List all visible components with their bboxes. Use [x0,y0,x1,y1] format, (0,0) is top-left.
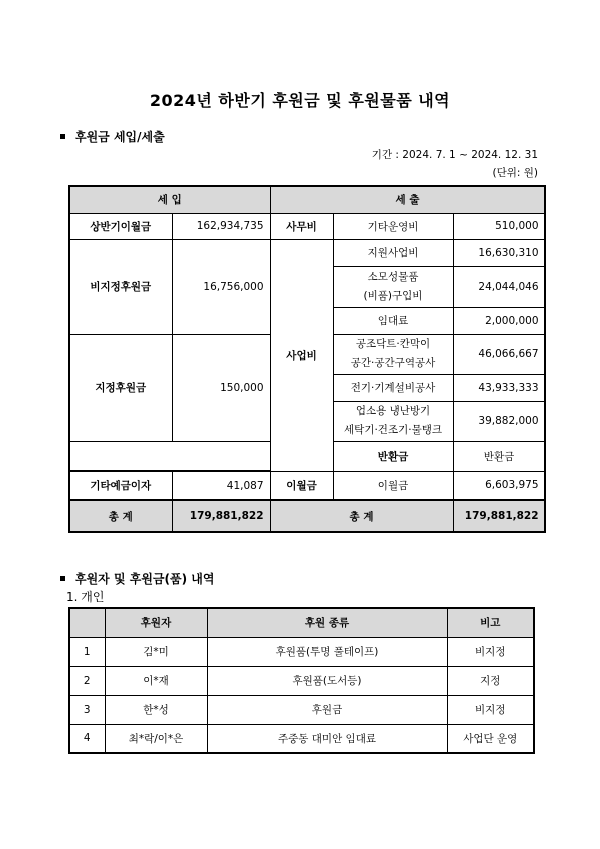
donor-name: 한*성 [105,695,207,724]
section-heading-text: 후원자 및 후원금(품) 내역 [75,572,215,586]
income-empty-cell [69,441,270,471]
donor-type: 후원품(도서등) [207,666,447,695]
section-donors-heading [60,570,214,587]
donor-note: 사업단 운영 [447,724,534,753]
expense-amount: 24,044,046 [453,266,545,307]
expense-item: 임대료 [333,307,453,334]
income-header: 세 입 [69,186,270,213]
donor-no: 4 [69,724,105,753]
donor-type: 후원품(투명 풀테이프) [207,637,447,666]
income-label: 기타예금이자 [69,471,172,500]
expense-group-refund: 반환금 [333,441,453,471]
donor-no: 2 [69,666,105,695]
income-amount: 150,000 [172,334,270,441]
table-row [69,637,534,666]
donor-name: 이*재 [105,666,207,695]
expense-group-project: 사업비 [270,239,333,471]
expense-item: 전기·기계설비공사 [333,374,453,401]
bullet-icon [60,134,65,139]
expense-amount: 16,630,310 [453,239,545,266]
page-title: 2024년 하반기 후원금 및 후원물품 내역 [149,91,451,110]
donor-note: 비지정 [447,637,534,666]
income-total-label: 총 계 [69,500,172,532]
expense-item-line1: 공조닥트·칸막이 [355,338,431,350]
donor-table [68,607,535,754]
expense-amount: 510,000 [453,213,545,239]
expense-amount: 2,000,000 [453,307,545,334]
section-heading-text: 후원금 세입/세출 [75,130,165,144]
expense-amount: 46,066,667 [453,334,545,374]
expense-item-line2: 세탁기·건조기·물탱크 [344,424,442,436]
donor-note: 비지정 [447,695,534,724]
period-text: 기간 : 2024. 7. 1 ~ 2024. 12. 31 [371,149,538,161]
unit-text: (단위: 원) [492,167,538,179]
expense-item-line2: 공간·공간구역공사 [350,357,436,369]
expense-item [333,266,453,307]
donor-type: 후원금 [207,695,447,724]
donor-no: 3 [69,695,105,724]
table-row [69,666,534,695]
expense-amount: 39,882,000 [453,401,545,441]
donor-no: 1 [69,637,105,666]
expense-item: 기타운영비 [333,213,453,239]
donor-name: 김*미 [105,637,207,666]
donor-header-name: 후원자 [105,608,207,637]
donor-note: 지정 [447,666,534,695]
expense-item: 이월금 [333,471,453,500]
expense-group-carryover: 이월금 [270,471,333,500]
subsection-individual: 1. 개인 [66,590,105,604]
expense-total-amount: 179,881,822 [453,500,545,532]
expense-item-line1: 소모성물품 [367,270,419,283]
section-income-expense-heading [60,128,165,145]
donor-header-note: 비고 [447,608,534,637]
income-amount: 16,756,000 [172,239,270,334]
table-row [69,695,534,724]
expense-item: 지원사업비 [333,239,453,266]
expense-item-line1: 업소용 냉난방기 [355,405,431,417]
table-row [69,724,534,753]
expense-item [333,334,453,374]
income-amount: 162,934,735 [172,213,270,239]
expense-header: 세 출 [270,186,545,213]
income-label: 상반기이월금 [69,213,172,239]
income-label: 비지정후원금 [69,239,172,334]
donor-type: 주중동 대미안 임대료 [207,724,447,753]
expense-amount: 6,603,975 [453,471,545,500]
expense-item-line2: (비품)구입비 [363,289,423,302]
income-label: 지정후원금 [69,334,172,441]
donor-name: 최*락/이*은 [105,724,207,753]
income-total-amount: 179,881,822 [172,500,270,532]
expense-amount: 43,933,333 [453,374,545,401]
expense-total-label: 총 계 [270,500,453,532]
donor-header-no [69,608,105,637]
expense-item: 반환금 [453,441,545,471]
finance-table [68,185,546,533]
expense-item [333,401,453,441]
expense-group-office: 사무비 [270,213,333,239]
income-amount: 41,087 [172,471,270,500]
donor-header-type: 후원 종류 [207,608,447,637]
bullet-icon [60,576,65,581]
